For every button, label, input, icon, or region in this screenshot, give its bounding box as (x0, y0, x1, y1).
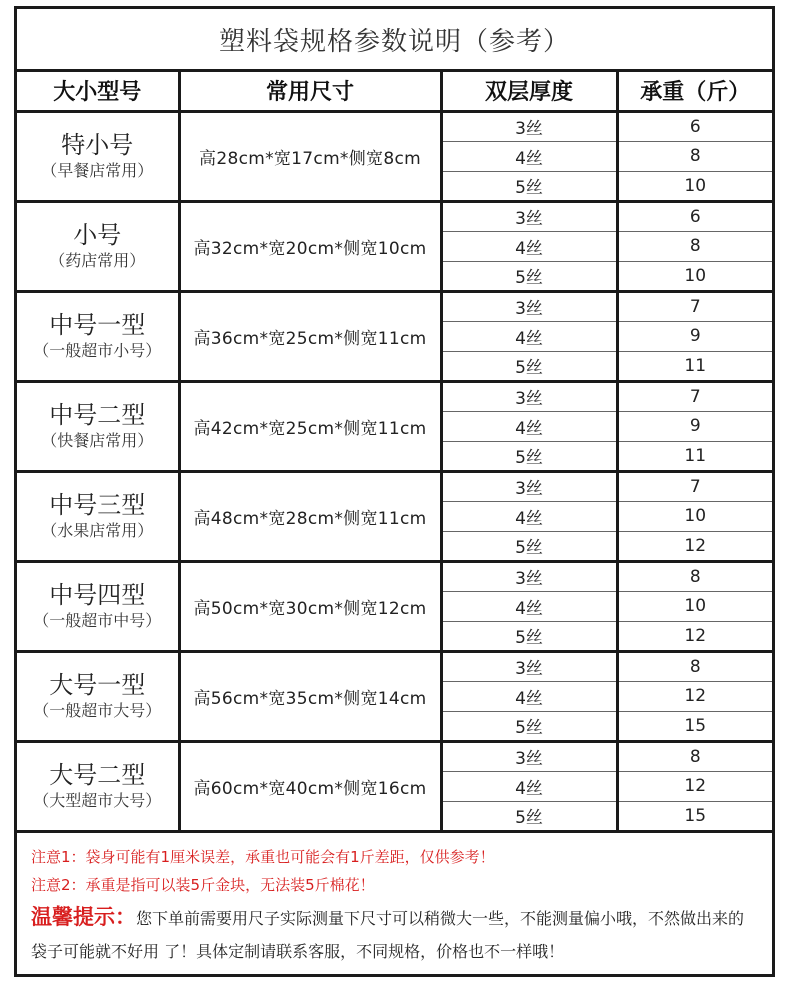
table-row (17, 561, 772, 591)
header-thickness: 双层厚度 (441, 72, 617, 111)
weight-cell: 12 (617, 531, 772, 561)
common-size-cell: 高28cm*宽17cm*侧宽8cm (179, 111, 441, 201)
thickness-cell: 3丝 (441, 381, 617, 411)
size-model-note: （一般超市小号） (33, 340, 162, 360)
table-row (17, 201, 772, 231)
table-header-row (17, 72, 772, 111)
size-model-cell (17, 561, 179, 651)
thickness-cell: 4丝 (441, 411, 617, 441)
weight-cell: 12 (617, 621, 772, 651)
tip-text: 您下单前需要用尺子实际测量下尺寸可以稍微大一些，不能测量偏小哦，不然做出来的袋子可能就不好用 了！具体定制请联系客服，不同规格，价格也不一样哦！ (31, 909, 745, 961)
thickness-cell: 5丝 (441, 621, 617, 651)
thickness-cell: 5丝 (441, 351, 617, 381)
weight-cell: 10 (617, 591, 772, 621)
notes-section (17, 843, 772, 968)
thickness-cell: 3丝 (441, 111, 617, 141)
thickness-cell: 4丝 (441, 321, 617, 351)
table-body (17, 111, 772, 831)
weight-cell: 15 (617, 711, 772, 741)
thickness-cell: 5丝 (441, 261, 617, 291)
weight-cell: 9 (617, 321, 772, 351)
thickness-cell: 5丝 (441, 711, 617, 741)
thickness-cell: 4丝 (441, 681, 617, 711)
common-size-cell: 高50cm*宽30cm*侧宽12cm (179, 561, 441, 651)
thickness-cell: 3丝 (441, 561, 617, 591)
weight-cell: 10 (617, 501, 772, 531)
thickness-cell: 4丝 (441, 771, 617, 801)
weight-cell: 11 (617, 351, 772, 381)
weight-cell: 9 (617, 411, 772, 441)
table-row (17, 381, 772, 411)
weight-cell: 8 (617, 141, 772, 171)
common-size-cell: 高60cm*宽40cm*侧宽16cm (179, 741, 441, 831)
size-model-name: 中号一型 (49, 311, 146, 339)
thickness-cell: 3丝 (441, 741, 617, 771)
size-model-note: （早餐店常用） (41, 160, 154, 180)
size-model-cell (17, 381, 179, 471)
size-model-note: （水果店常用） (41, 520, 154, 540)
thickness-cell: 4丝 (441, 591, 617, 621)
thickness-cell: 3丝 (441, 291, 617, 321)
note-1: 注意1：袋身可能有1厘米误差，承重也可能会有1斤差距，仅供参考！ (31, 848, 495, 866)
tip-label: 温馨提示： (31, 905, 136, 929)
common-size-cell: 高56cm*宽35cm*侧宽14cm (179, 651, 441, 741)
size-model-cell (17, 111, 179, 201)
size-model-cell (17, 471, 179, 561)
size-model-name: 大号一型 (49, 671, 146, 699)
header-weight: 承重（斤） (617, 72, 772, 111)
table-row (17, 741, 772, 771)
weight-cell: 10 (617, 261, 772, 291)
table-row (17, 291, 772, 321)
weight-cell: 7 (617, 291, 772, 321)
weight-cell: 7 (617, 381, 772, 411)
size-model-cell (17, 741, 179, 831)
weight-cell: 6 (617, 111, 772, 141)
size-model-cell (17, 201, 179, 291)
thickness-cell: 5丝 (441, 171, 617, 201)
header-common-size: 常用尺寸 (179, 72, 441, 111)
weight-cell: 7 (617, 471, 772, 501)
common-size-cell: 高36cm*宽25cm*侧宽11cm (179, 291, 441, 381)
size-model-name: 特小号 (61, 131, 134, 159)
size-model-cell (17, 651, 179, 741)
size-model-note: （快餐店常用） (41, 430, 154, 450)
weight-cell: 11 (617, 441, 772, 471)
spec-table (17, 72, 772, 833)
thickness-cell: 4丝 (441, 141, 617, 171)
thickness-cell: 5丝 (441, 801, 617, 831)
size-model-name: 大号二型 (49, 761, 146, 789)
weight-cell: 6 (617, 201, 772, 231)
size-model-note: （药店常用） (49, 250, 146, 270)
common-size-cell: 高32cm*宽20cm*侧宽10cm (179, 201, 441, 291)
weight-cell: 12 (617, 771, 772, 801)
weight-cell: 10 (617, 171, 772, 201)
thickness-cell: 5丝 (441, 531, 617, 561)
weight-cell: 15 (617, 801, 772, 831)
page-title: 塑料袋规格参数说明（参考） (17, 9, 772, 72)
weight-cell: 8 (617, 561, 772, 591)
header-size-model: 大小型号 (17, 72, 179, 111)
size-model-note: （大型超市大号） (33, 790, 162, 810)
size-model-name: 中号四型 (49, 581, 146, 609)
size-model-name: 小号 (73, 221, 122, 249)
spec-sheet (14, 6, 775, 977)
note-2: 注意2：承重是指可以装5斤金块，无法装5斤棉花！ (31, 876, 375, 894)
size-model-note: （一般超市大号） (33, 700, 162, 720)
weight-cell: 8 (617, 231, 772, 261)
thickness-cell: 3丝 (441, 471, 617, 501)
table-row (17, 111, 772, 141)
tip-paragraph (31, 901, 758, 968)
weight-cell: 8 (617, 651, 772, 681)
common-size-cell: 高42cm*宽25cm*侧宽11cm (179, 381, 441, 471)
size-model-note: （一般超市中号） (33, 610, 162, 630)
thickness-cell: 5丝 (441, 441, 617, 471)
thickness-cell: 4丝 (441, 231, 617, 261)
thickness-cell: 3丝 (441, 201, 617, 231)
thickness-cell: 3丝 (441, 651, 617, 681)
common-size-cell: 高48cm*宽28cm*侧宽11cm (179, 471, 441, 561)
size-model-name: 中号二型 (49, 401, 146, 429)
size-model-name: 中号三型 (49, 491, 146, 519)
table-row (17, 471, 772, 501)
weight-cell: 12 (617, 681, 772, 711)
thickness-cell: 4丝 (441, 501, 617, 531)
weight-cell: 8 (617, 741, 772, 771)
table-row (17, 651, 772, 681)
size-model-cell (17, 291, 179, 381)
